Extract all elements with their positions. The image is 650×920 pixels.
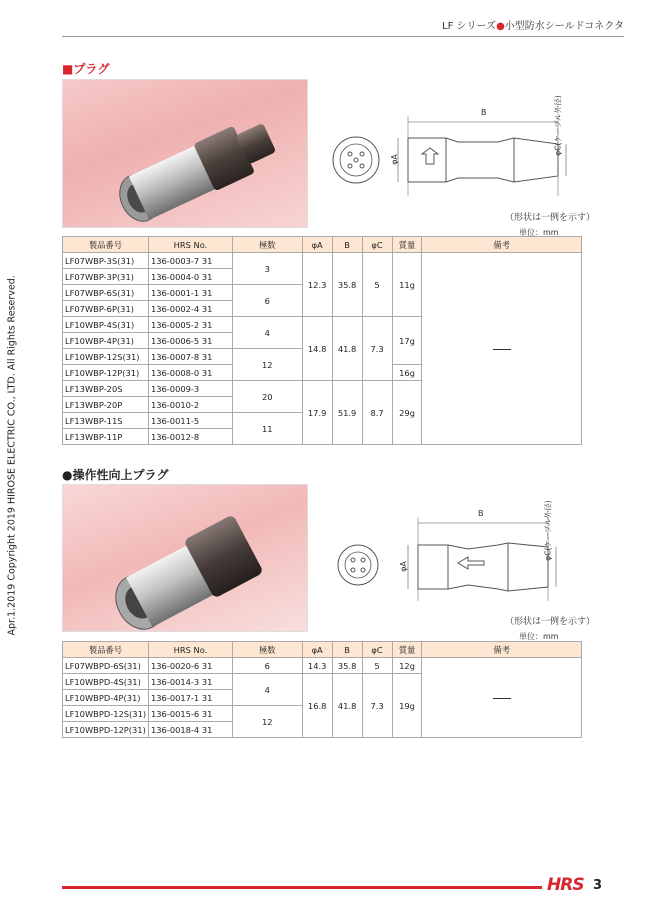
poles-cell: 3 (232, 253, 302, 285)
mass-cell: 11g (392, 253, 422, 317)
remarks-dash (493, 349, 511, 350)
header-series: LF シリーズ (442, 21, 497, 32)
section1-title: ■プラグ (62, 62, 110, 76)
hrs-number: 136-0009-3 (148, 381, 232, 397)
hrs-number: 136-0003-7 31 (148, 253, 232, 269)
header-subtitle: 小型防水シールドコネクタ (504, 21, 624, 32)
hrs-logo: HRS (547, 875, 584, 895)
dim-a-cell: 14.3 (302, 658, 332, 674)
col-a: φA (302, 642, 332, 658)
table-header-row (63, 237, 582, 253)
part-number: LF10WBPD-12S(31) (63, 706, 149, 722)
dim-c-cell: 7.3 (362, 674, 392, 738)
mass-cell: 19g (392, 674, 422, 738)
part-number: LF10WBPD-4S(31) (63, 674, 149, 690)
plug-photo-illustration (63, 80, 307, 227)
hrs-number: 136-0001-1 31 (148, 285, 232, 301)
mass-cell: 29g (392, 381, 422, 445)
header-divider (62, 36, 624, 37)
dim-c-cell: 7.3 (362, 317, 392, 381)
mass-cell: 17g (392, 317, 422, 365)
part-number: LF13WBP-20P (63, 397, 149, 413)
table-row (63, 253, 582, 269)
dim-b-cell: 51.9 (332, 381, 362, 445)
col-remarks: 備考 (422, 642, 582, 658)
dim-c-label: φC(ケーブル外径) (553, 95, 563, 156)
dim-a-label: φA (389, 154, 399, 165)
dim-a-cell: 12.3 (302, 253, 332, 317)
part-number: LF10WBP-12P(31) (63, 365, 149, 381)
dim-c-label-2: φC(ケーブル外径) (543, 500, 553, 561)
hrs-number: 136-0018-4 31 (148, 722, 232, 738)
col-remarks: 備考 (422, 237, 582, 253)
plug-dimension-drawing (318, 98, 588, 208)
poles-cell: 11 (232, 413, 302, 445)
shape-note-2: （形状は一例を示す） (505, 617, 596, 627)
poles-cell: 6 (232, 285, 302, 317)
col-b: B (332, 237, 362, 253)
table-row (63, 658, 582, 674)
poles-cell: 6 (232, 658, 302, 674)
col-mass: 質量 (392, 642, 422, 658)
col-c: φC (362, 237, 392, 253)
hrs-number: 136-0005-2 31 (148, 317, 232, 333)
part-number: LF07WBPD-6S(31) (63, 658, 149, 674)
hrs-number: 136-0004-0 31 (148, 269, 232, 285)
col-hrs: HRS No. (148, 237, 232, 253)
dim-b-cell: 35.8 (332, 253, 362, 317)
col-hrs: HRS No. (148, 642, 232, 658)
dim-c-cell: 8.7 (362, 381, 392, 445)
footer-divider (62, 886, 542, 889)
hrs-number: 136-0007-8 31 (148, 349, 232, 365)
part-number: LF07WBP-6P(31) (63, 301, 149, 317)
part-number: LF10WBP-12S(31) (63, 349, 149, 365)
dim-b-cell: 41.8 (332, 674, 362, 738)
unit-label-2: 単位：mm (519, 632, 559, 641)
dim-b-label-2: B (478, 509, 484, 518)
col-mass: 質量 (392, 237, 422, 253)
col-part: 製品番号 (63, 237, 149, 253)
dim-b-label: B (481, 108, 487, 117)
mass-cell: 16g (392, 365, 422, 381)
hrs-number: 136-0020-6 31 (148, 658, 232, 674)
poles-cell: 12 (232, 349, 302, 381)
col-b: B (332, 642, 362, 658)
col-poles: 極数 (232, 237, 302, 253)
part-number: LF07WBP-3P(31) (63, 269, 149, 285)
part-number: LF07WBP-6S(31) (63, 285, 149, 301)
part-number: LF13WBP-11S (63, 413, 149, 429)
hrs-number: 136-0002-4 31 (148, 301, 232, 317)
part-number: LF10WBPD-12P(31) (63, 722, 149, 738)
remarks-cell (422, 253, 582, 445)
part-number: LF10WBP-4S(31) (63, 317, 149, 333)
header-dot: ● (496, 21, 505, 32)
dim-a-cell: 14.8 (302, 317, 332, 381)
dim-a-cell: 17.9 (302, 381, 332, 445)
plug-photo (62, 79, 308, 228)
plug-spec-table (62, 236, 582, 445)
hrs-number: 136-0010-2 (148, 397, 232, 413)
side-copyright: Apr.1.2019 Copyright 2019 HIROSE ELECTRIC CO., LTD. All Rights Reserved. (6, 275, 18, 636)
hrs-number: 136-0014-3 31 (148, 674, 232, 690)
poles-cell: 20 (232, 381, 302, 413)
section2-title: ●操作性向上プラグ (62, 468, 169, 482)
shape-note: （形状は一例を示す） (505, 213, 596, 223)
part-number: LF10WBPD-4P(31) (63, 690, 149, 706)
poles-cell: 4 (232, 674, 302, 706)
hrs-number: 136-0015-6 31 (148, 706, 232, 722)
hrs-number: 136-0008-0 31 (148, 365, 232, 381)
page-number: 3 (593, 878, 603, 893)
improved-plug-photo (62, 484, 308, 632)
hrs-number: 136-0017-1 31 (148, 690, 232, 706)
poles-cell: 12 (232, 706, 302, 738)
hrs-number: 136-0012-8 (148, 429, 232, 445)
remarks-cell (422, 658, 582, 738)
poles-cell: 4 (232, 317, 302, 349)
col-poles: 極数 (232, 642, 302, 658)
col-a: φA (302, 237, 332, 253)
part-number: LF10WBP-4P(31) (63, 333, 149, 349)
hrs-number: 136-0006-5 31 (148, 333, 232, 349)
hrs-number: 136-0011-5 (148, 413, 232, 429)
dim-c-cell: 5 (362, 253, 392, 317)
col-part: 製品番号 (63, 642, 149, 658)
mass-cell: 12g (392, 658, 422, 674)
table-header-row (63, 642, 582, 658)
dim-a-cell: 16.8 (302, 674, 332, 738)
part-number: LF07WBP-3S(31) (63, 253, 149, 269)
dim-b-cell: 41.8 (332, 317, 362, 381)
part-number: LF13WBP-20S (63, 381, 149, 397)
part-number: LF13WBP-11P (63, 429, 149, 445)
dim-b-cell: 35.8 (332, 658, 362, 674)
improved-plug-spec-table (62, 641, 582, 738)
dim-a-label-2: φA (398, 561, 408, 572)
remarks-dash (493, 698, 511, 699)
dim-c-cell: 5 (362, 658, 392, 674)
col-c: φC (362, 642, 392, 658)
improved-plug-illustration (63, 485, 307, 631)
unit-label: 単位：mm (519, 228, 559, 237)
header-title (442, 17, 624, 32)
